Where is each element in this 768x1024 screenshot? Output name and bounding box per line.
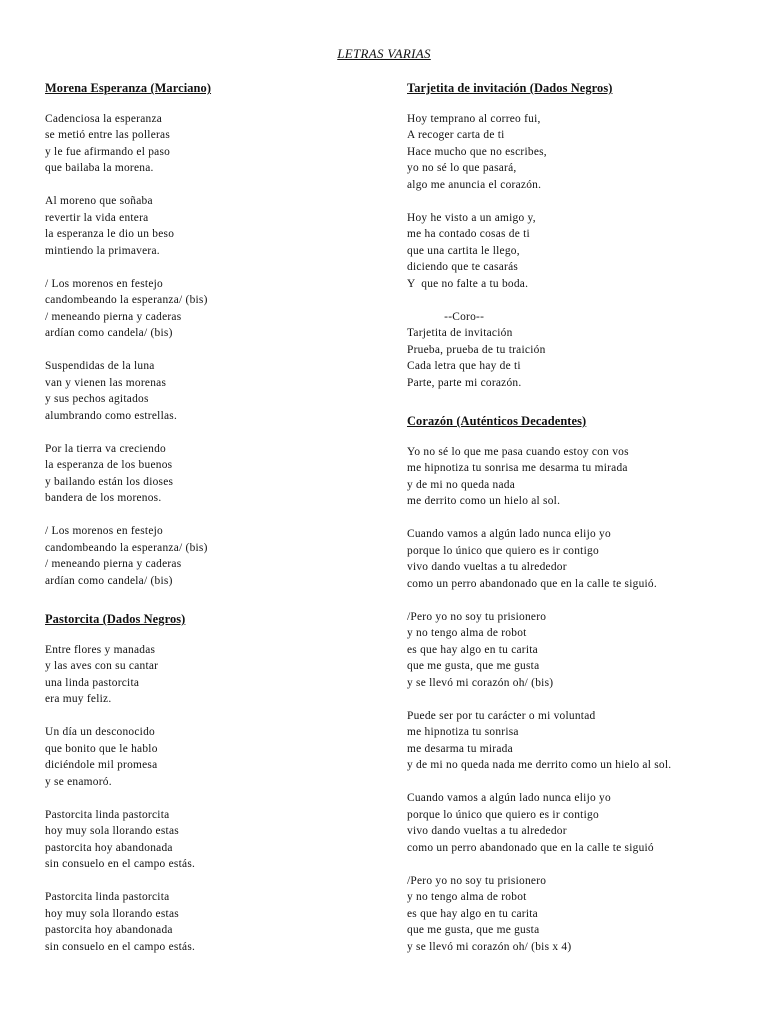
stanza xyxy=(45,807,365,873)
lyric-line: me hipnotiza tu sonrisa me desarma tu mirada xyxy=(407,462,628,474)
lyric-line: y se llevó mi corazón oh/ (bis) xyxy=(407,676,554,689)
stanza xyxy=(45,523,365,589)
stanza xyxy=(407,210,757,293)
stanza xyxy=(45,441,365,507)
lyric-line: y bailando están los dioses xyxy=(45,475,174,488)
stanza xyxy=(407,708,757,774)
lyric-line: la esperanza le dio un beso xyxy=(45,228,175,240)
page-title: LETRAS VARIAS xyxy=(337,46,431,61)
lyric-line: / meneando pierna y caderas xyxy=(45,310,182,323)
lyric-line: porque lo único que quiero es ir contigo xyxy=(407,808,599,821)
lyric-line: y se llevó mi corazón oh/ (bis x 4) xyxy=(407,940,572,953)
lyric-line: vivo dando vueltas a tu alrededor xyxy=(407,561,567,573)
lyric-line: Tarjetita de invitación xyxy=(407,327,513,339)
lyric-line: yo no sé lo que pasará, xyxy=(407,162,517,174)
lyric-line: Cuando vamos a algún lado nunca elijo yo xyxy=(407,528,611,540)
lyric-line: me ha contado cosas de ti xyxy=(407,228,530,240)
lyric-line: /Pero yo no soy tu prisionero xyxy=(407,610,547,623)
lyric-line: sin consuelo en el campo estás. xyxy=(45,858,196,870)
lyric-line: diciendo que te casarás xyxy=(407,261,519,273)
lyric-line: Cadenciosa la esperanza xyxy=(45,112,163,125)
lyric-line: alumbrando como estrellas. xyxy=(45,409,178,422)
lyric-line: Hoy temprano al correo fui, xyxy=(407,112,541,125)
song-title: Tarjetita de invitación (Dados Negros) xyxy=(407,81,613,95)
stanza xyxy=(407,790,757,856)
lyric-line: la esperanza de los buenos xyxy=(45,459,173,471)
lyric-line: y de mi no queda nada xyxy=(407,478,516,491)
stanza xyxy=(407,111,757,194)
lyric-line: Entre flores y manadas xyxy=(45,643,156,656)
lyric-line: es que hay algo en tu carita xyxy=(407,907,538,920)
lyric-line: Pastorcita linda pastorcita xyxy=(45,891,170,903)
song-block xyxy=(407,413,757,955)
stanza xyxy=(45,724,365,790)
lyric-line: y las aves con su cantar xyxy=(45,660,159,672)
lyric-line: Y que no falte a tu boda. xyxy=(407,277,529,290)
lyric-line: pastorcita hoy abandonada xyxy=(45,841,173,854)
stanza xyxy=(407,444,757,510)
lyric-line: / meneando pierna y caderas xyxy=(45,558,182,570)
lyric-line: y de mi no queda nada me derrito como un hielo al sol. xyxy=(407,759,672,771)
lyric-line: sin consuelo en el campo estás. xyxy=(45,940,196,953)
stanza xyxy=(45,642,365,708)
stanza xyxy=(45,358,365,424)
lyric-line: y sus pechos agitados xyxy=(45,393,149,405)
lyric-line: que me gusta, que me gusta xyxy=(407,660,540,672)
lyric-line: / Los morenos en festejo xyxy=(45,525,163,537)
stanza xyxy=(45,111,365,177)
song-block xyxy=(45,611,365,955)
lyric-line: que una cartita le llego, xyxy=(407,244,520,257)
lyric-line: hoy muy sola llorando estas xyxy=(45,907,179,920)
lyric-line: candombeando la esperanza/ (bis) xyxy=(45,294,208,306)
lyric-line: Un día un desconocido xyxy=(45,726,155,738)
lyric-line: Por la tierra va creciendo xyxy=(45,442,166,455)
lyric-line: /Pero yo no soy tu prisionero xyxy=(407,874,547,887)
stanza xyxy=(45,889,365,955)
lyric-line: que me gusta, que me gusta xyxy=(407,924,540,936)
lyric-line: era muy feliz. xyxy=(45,693,112,705)
song-title: Pastorcita (Dados Negros) xyxy=(45,612,186,626)
lyric-line: mintiendo la primavera. xyxy=(45,244,160,257)
song-block xyxy=(407,80,757,391)
lyric-line: algo me anuncia el corazón. xyxy=(407,178,542,191)
lyric-line: vivo dando vueltas a tu alrededor xyxy=(407,825,567,837)
stanza xyxy=(407,873,757,956)
lyric-line: Hace mucho que no escribes, xyxy=(407,145,547,158)
lyric-line: diciéndole mil promesa xyxy=(45,759,158,771)
lyric-line: van y vienen las morenas xyxy=(45,376,167,389)
lyric-line: bandera de los morenos. xyxy=(45,492,162,504)
lyric-line: hoy muy sola llorando estas xyxy=(45,825,179,837)
lyric-line: porque lo único que quiero es ir contigo xyxy=(407,544,599,557)
stanza xyxy=(45,276,365,342)
lyric-line: / Los morenos en festejo xyxy=(45,277,163,290)
lyric-line: y no tengo alma de robot xyxy=(407,891,527,903)
right-column xyxy=(407,80,757,977)
lyric-line: que bailaba la morena. xyxy=(45,162,154,174)
lyric-line: que bonito que le hablo xyxy=(45,742,158,755)
stanza xyxy=(45,193,365,259)
lyric-line: ardían como candela/ (bis) xyxy=(45,574,173,587)
lyric-line: Hoy he visto a un amigo y, xyxy=(407,211,536,224)
stanza xyxy=(407,526,757,592)
lyric-line: se metió entre las polleras xyxy=(45,129,171,141)
lyric-line: A recoger carta de ti xyxy=(407,129,505,141)
lyric-line: --Coro-- xyxy=(407,310,485,323)
stanza xyxy=(407,609,757,692)
lyric-line: candombeando la esperanza/ (bis) xyxy=(45,541,208,554)
lyric-line: Cuando vamos a algún lado nunca elijo yo xyxy=(407,792,611,804)
song-title: Morena Esperanza (Marciano) xyxy=(45,81,212,95)
lyric-line: Yo no sé lo que me pasa cuando estoy con vos xyxy=(407,445,629,458)
lyric-line: Cada letra que hay de ti xyxy=(407,360,521,372)
lyric-line: como un perro abandonado que en la calle te siguió xyxy=(407,841,654,854)
lyric-line: revertir la vida entera xyxy=(45,211,149,224)
lyric-line: Suspendidas de la luna xyxy=(45,360,155,372)
lyric-line: una linda pastorcita xyxy=(45,676,140,689)
left-column xyxy=(45,80,365,977)
lyric-line: Puede ser por tu carácter o mi voluntad xyxy=(407,709,596,722)
lyric-line: me hipnotiza tu sonrisa xyxy=(407,726,519,738)
lyric-line: como un perro abandonado que en la calle te siguió. xyxy=(407,577,657,590)
lyric-line: es que hay algo en tu carita xyxy=(407,643,538,656)
lyric-line: Parte, parte mi corazón. xyxy=(407,376,522,389)
lyric-line: y no tengo alma de robot xyxy=(407,627,527,639)
lyric-line: ardían como candela/ (bis) xyxy=(45,327,173,339)
lyric-line: Pastorcita linda pastorcita xyxy=(45,808,170,821)
lyric-line: pastorcita hoy abandonada xyxy=(45,924,173,936)
song-title: Corazón (Auténticos Decadentes) xyxy=(407,414,587,428)
stanza xyxy=(407,309,757,392)
lyric-line: me desarma tu mirada xyxy=(407,742,513,755)
song-block xyxy=(45,80,365,589)
lyric-line: Prueba, prueba de tu traición xyxy=(407,343,546,356)
lyric-line: y se enamoró. xyxy=(45,775,112,788)
lyric-line: me derrito como un hielo al sol. xyxy=(407,495,561,507)
lyric-line: Al moreno que soñaba xyxy=(45,195,153,207)
lyric-line: y le fue afirmando el paso xyxy=(45,145,171,158)
